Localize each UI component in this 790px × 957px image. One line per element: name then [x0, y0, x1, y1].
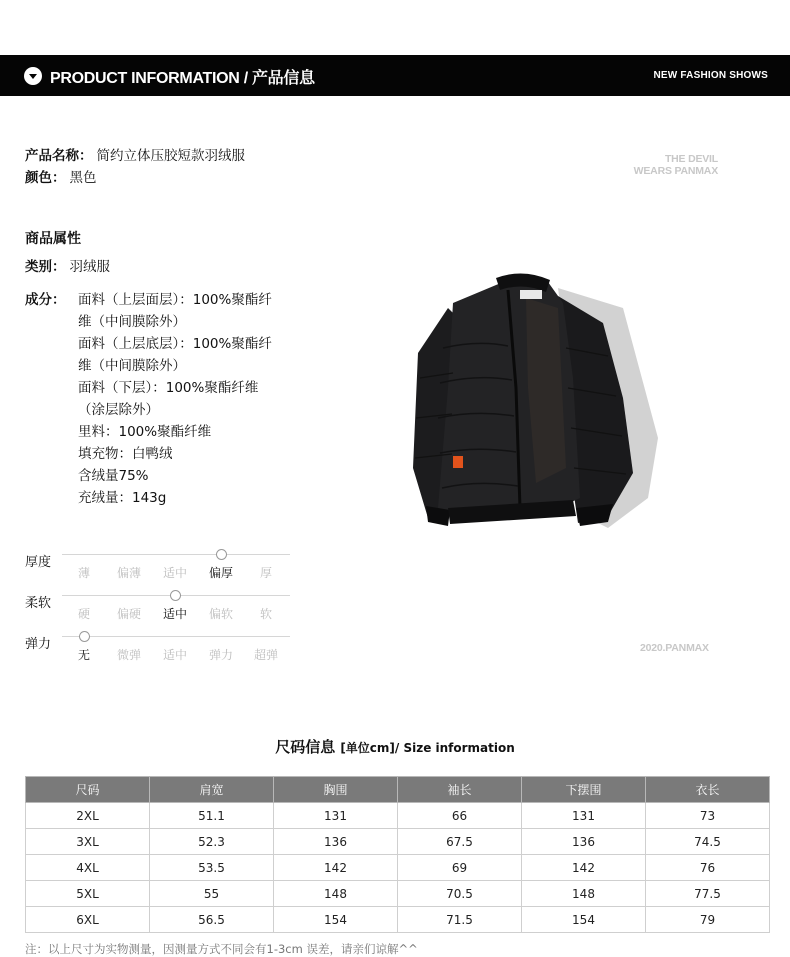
- table-cell: 136: [522, 829, 646, 855]
- composition-line: 填充物：白鸭绒: [78, 446, 173, 462]
- scale-option: 超弹: [253, 648, 278, 662]
- scale-option-selected: 偏厚: [208, 566, 233, 580]
- watermark-top-line2: WEARS PANMAX: [633, 165, 718, 177]
- composition-line: 维（中间膜除外）: [78, 314, 186, 330]
- attributes-heading: 商品属性: [25, 231, 81, 247]
- table-row: [26, 881, 770, 907]
- table-cell: 148: [274, 881, 398, 907]
- composition-line: 含绒量75%: [78, 468, 149, 484]
- composition-list: [78, 289, 288, 509]
- column-header: 肩宽: [150, 777, 274, 803]
- table-cell: 56.5: [150, 907, 274, 933]
- table-cell: 131: [274, 803, 398, 829]
- table-cell: 142: [522, 855, 646, 881]
- scale-option: 偏薄: [116, 566, 141, 580]
- scale-option: 薄: [77, 566, 90, 580]
- chevron-down-circle-icon: [24, 67, 42, 85]
- scale-option: 适中: [162, 566, 187, 580]
- table-cell: 71.5: [398, 907, 522, 933]
- size-info-title-cn: 尺码信息: [275, 738, 336, 756]
- table-cell: 77.5: [646, 881, 770, 907]
- composition-line: 面料（下层）：100%聚酯纤维: [78, 380, 259, 396]
- scale-marker-softness: [170, 590, 181, 601]
- table-header-row: [26, 777, 770, 803]
- scale-line-thickness: [62, 554, 290, 555]
- size-table: [25, 776, 770, 933]
- table-cell: 76: [646, 855, 770, 881]
- scale-label-thickness: 厚度: [25, 555, 52, 570]
- scale-option: 软: [259, 607, 272, 621]
- composition-label: 成分：: [25, 292, 66, 308]
- table-row: [26, 907, 770, 933]
- table-cell: 154: [522, 907, 646, 933]
- column-header: 尺码: [26, 777, 150, 803]
- table-row: [26, 855, 770, 881]
- composition-line: （涂层除外）: [78, 402, 159, 418]
- watermark-top: [634, 153, 718, 177]
- scale-option: 硬: [77, 607, 90, 621]
- scale-label-softness: 柔软: [25, 596, 52, 611]
- column-header: 下摆围: [522, 777, 646, 803]
- table-cell: 142: [274, 855, 398, 881]
- product-name-row: [25, 145, 245, 167]
- table-cell: 69: [398, 855, 522, 881]
- table-cell: 66: [398, 803, 522, 829]
- table-cell: 52.3: [150, 829, 274, 855]
- watermark-bottom: 2020.PANMAX: [640, 642, 709, 654]
- table-cell: 5XL: [26, 881, 150, 907]
- category-row: [25, 256, 110, 278]
- scale-label-elasticity: 弹力: [25, 637, 52, 652]
- column-header: 袖长: [398, 777, 522, 803]
- category-label: 类别：: [25, 259, 66, 275]
- size-info-title: [0, 736, 790, 757]
- product-color-value: 黑色: [69, 170, 97, 186]
- column-header: 胸围: [274, 777, 398, 803]
- header-bar: [0, 55, 790, 96]
- scale-marker-thickness: [216, 549, 227, 560]
- product-color-row: [25, 167, 97, 189]
- table-cell: 136: [274, 829, 398, 855]
- composition-line: 面料（上层底层）：100%聚酯纤: [78, 336, 272, 352]
- table-cell: 154: [274, 907, 398, 933]
- scale-option: 偏硬: [116, 607, 141, 621]
- size-note: 注：以上尺寸为实物测量，因测量方式不同会有1-3cm 误差，请亲们谅解^^: [25, 942, 418, 956]
- table-cell: 67.5: [398, 829, 522, 855]
- scale-option-selected: 适中: [162, 607, 187, 621]
- table-cell: 74.5: [646, 829, 770, 855]
- table-cell: 3XL: [26, 829, 150, 855]
- scale-option-selected: 无: [77, 648, 90, 662]
- table-cell: 4XL: [26, 855, 150, 881]
- scale-option: 微弹: [116, 648, 141, 662]
- size-info-title-en: [单位cm]/ Size information: [340, 741, 515, 755]
- scale-option: 适中: [162, 648, 187, 662]
- table-row: [26, 803, 770, 829]
- composition-line: 里料：100%聚酯纤维: [78, 424, 212, 440]
- product-name-value: 简约立体压胶短款羽绒服: [96, 148, 245, 164]
- composition-line: 面料（上层面层）：100%聚酯纤: [78, 292, 272, 308]
- table-cell: 79: [646, 907, 770, 933]
- table-cell: 70.5: [398, 881, 522, 907]
- table-cell: 53.5: [150, 855, 274, 881]
- category-value: 羽绒服: [69, 259, 110, 275]
- column-header: 衣长: [646, 777, 770, 803]
- table-cell: 73: [646, 803, 770, 829]
- jacket-image: [408, 268, 658, 538]
- composition-line: 充绒量：143g: [78, 490, 167, 506]
- watermark-top-line1: THE DEVIL: [664, 153, 718, 165]
- table-cell: 51.1: [150, 803, 274, 829]
- composition-line: 维（中间膜除外）: [78, 358, 186, 374]
- table-cell: 6XL: [26, 907, 150, 933]
- scale-option: 厚: [259, 566, 272, 580]
- scale-line-elasticity: [62, 636, 290, 637]
- scale-option: 偏软: [208, 607, 233, 621]
- table-cell: 148: [522, 881, 646, 907]
- header-title: PRODUCT INFORMATION / 产品信息: [50, 70, 315, 87]
- product-name-label: 产品名称：: [25, 148, 93, 164]
- table-row: [26, 829, 770, 855]
- header-right-text: NEW FASHION SHOWS: [653, 70, 768, 81]
- scale-option: 弹力: [208, 648, 233, 662]
- table-cell: 2XL: [26, 803, 150, 829]
- table-cell: 55: [150, 881, 274, 907]
- scale-marker-elasticity: [79, 631, 90, 642]
- product-color-label: 颜色：: [25, 170, 66, 186]
- table-cell: 131: [522, 803, 646, 829]
